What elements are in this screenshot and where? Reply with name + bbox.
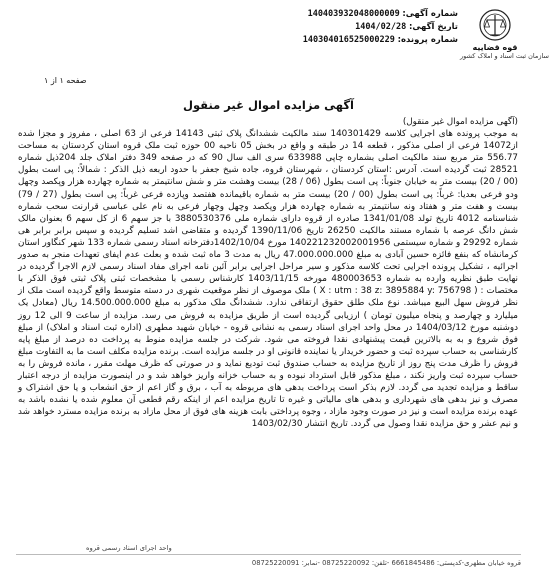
document-header <box>0 0 549 92</box>
document-body <box>18 116 518 540</box>
ad-metadata <box>258 8 458 47</box>
page-indicator: صفحه ۱ از ۱ <box>44 76 87 85</box>
ad-number-row <box>258 8 458 21</box>
ad-date-row <box>258 21 458 34</box>
judiciary-emblem-icon <box>478 8 512 42</box>
body-intro: (آگهی مزایده اموال غیر منقول) <box>402 117 518 127</box>
file-number-label: شماره پرونده: <box>397 35 458 45</box>
footer-address: قروه خیابان مطهری-کدپستی: 6661845486 -تلفن: 08725220092 -نمابر: 08725220091 <box>251 559 521 567</box>
file-number-row <box>258 34 458 47</box>
document-title: آگهی مزایده اموال غیر منقول <box>182 98 354 112</box>
file-number: 140304016525000229 <box>302 35 395 45</box>
ad-date-label: تاریخ آگهی: <box>408 22 458 32</box>
ad-date: 1404/02/28 <box>355 22 407 32</box>
organization-subtitle: سازمان ثبت اسناد و املاک کشور <box>460 52 549 60</box>
document-footer <box>16 544 521 573</box>
ad-number-label: شماره آگهی: <box>402 9 458 19</box>
organization-logo <box>460 8 549 60</box>
ad-number: 140403932048000009 <box>307 9 400 19</box>
footer-unit: واحد اجرای اسناد رسمی قروه <box>86 544 172 552</box>
organization-name: قوه قضاییه <box>472 43 518 52</box>
body-text: به موجب پرونده های اجرایی کلاسه 140301429 سند مالکیت ششدانگ پلاک ثبتی 14143 فرعی از 63 اصلی ، مفروز و مجزا شده از14072 فرعی از اصلی مذکور ، قطعه 14 در طبقه و واقع در بخش 05 ناحیه 00 حوزه ثبت ملک قروه استان کردستان به مساحت 556.77 متر مربع سند مالکیت اصلی بشماره چاپی 633988 سری الف سال 90 که در صفحه 349 دفتر املاک جلد 204ذیل شماره 28521 ثبت گردیده است. آدرس :استان کردستان ، شهرستان قروه، جاده شیخ جعفر با حدود اربعه ذیل الذکر : شمالاً: پی است بطول (00 / 20) بیست متر به خیابان جنوباً: پی است بطول (06 / 28) بیست وهشت متر و شش سانتیمتر به شماره چهارده هزار وپکصد وچهل ودو فرعی بعدیا: غرباً: پی است بطول (00 / 20) بیست متر به شماره باقیمانده هفتصد وپازده فرعی غرباً: پی است بطول (27 / 79) بیست و هفت متر و هفتاد ونه سانتیمتر به شماره چهارده هزار وپکصد وچهل وچهار فرعی به نام علی عباسی قرارنت سحب شماره شناسنامه 4012 تاریخ تولد 1341/01/08 صادره از قروه دارای شماره ملی 3880530376 با جز سهم 6 از کل سهم 6 بعنوان مالک شش دانگ عرصه با شماره مستند مالکیت 26250 تاریخ 1390/11/06 گردیده و متقاضی اشد تسلیم گردیده و سپس برابر برابر هی شماره 29292 و شماره سیستمی 140221232002001956 مورخ 1402/10/04دفترخانه اسناد رسمی شماره 133 شهر کنگاور استان کرمانشاه که بنفع فائزه حسین آبادی به مبلغ 47.000.000.000 ریال به مدت 3 ماه ثبت شده و بعلت عدم ایفای تعهدات منجر به صدور اجرائیه ، تشکیل پرونده اجرایی تحت کلاسه مذکور و سیر مراحل اجرایی برابر آئین نامه اجرای مفاد اسناد رسمی لازم الاجرا گردیده در نهایت طبق نظریه وارده به شماره 480003653 مورخه 1403/11/15 کارشناس رسمی با مشخصات ثبتی پلاک ثبتی فوق الذکر با مختصات : ( X : utm : 38 z: 3895884 y: 756798 ) ملک موصوف از نظر موقعیت شهری در دسته متوسط واقع گردیده است ملک از نظر فروش سهل البیع میباشد. نوع ملک طلق حقوق ارتفاقی ندارد. ششدانگ ملک مذکور به مبلغ 14.500.000.000 ریال (معادل یک میلیارد و چهارصد و پنجاه میلیون تومان ) ارزیابی گردیده است از طریق مزایده به فروش می رسد. مزایده از ساعت 9 الی 12 روز دوشنبه مورخ 1404/03/12 در محل واحد اجرای اسناد رسمی به نشانی قروه - خیابان شهید مطهری (اداره ثبت اسناد و املاک) از مبلغ فوق شروع و به به بالاترین قیمت پیشنهادی نقدا فروخته می شود. شرکت در جلسه مزایده منوط به پرداخت ده درصد از مبلغ پایه کارشناسی به حساب سپرده ثبت و حضور خریدار یا نماینده قانونی او در جلسه مزایده است. برنده مزایده مکلف است ما به التفاوت مبلغ فروش را ظرف مدت پنج روز از تاریخ مزایده به حساب صندوق ثبت تودیع نماید و در صورتی که ظرف مهلت مقرر ، مانده فروش را به حساب سپرده ثبت واریز نکند ، مبلغ مذکور قابل استرداد نبوده و به حساب خزانه واریز خواهد شد و در اینصورت مزایده از درجه اعتبار ساقط و مزایده تجدید می گردد. لازم بذکر است پرداخت بدهی های مربوطه به آب ، برق و گاز اعم از حق انشعاب و یا حق اشتراک و مصرف و نیز بدهی های شهرداری و بدهی های مالیاتی و غیره تا تاریخ مزایده اعم از اینکه رقم قطعی آن معلوم شده یا نشده باشد به عهده برنده مزایده است و نیز در صورت وجود مازاد ، وجوه پرداختی بابت هزینه های فوق از محل مازاد به برنده مزایده مسترد خواهد شد و نیم عشر و حق مزایده نقدا وصول می گردد. تاریخ انتشار 1403/02/30 <box>18 129 519 430</box>
